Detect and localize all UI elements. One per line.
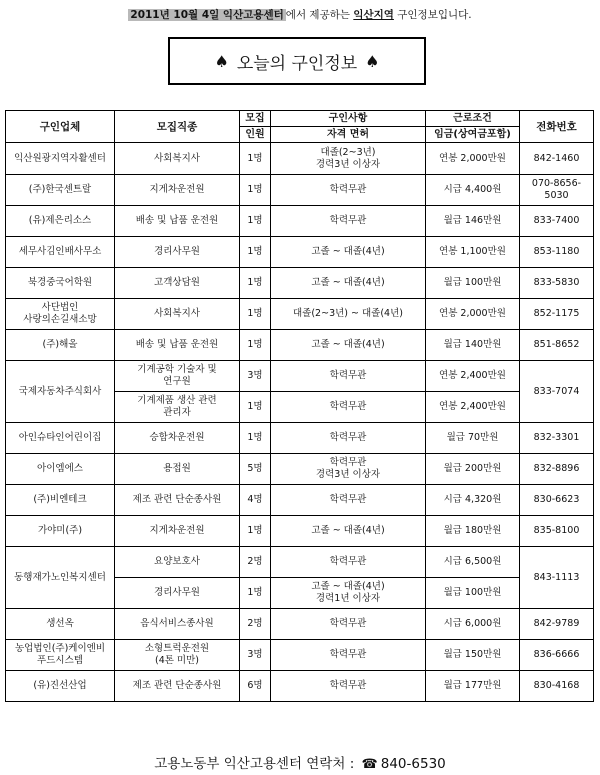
cell-company: 세무사김인배사무소: [6, 237, 115, 268]
spade-icon-left: ♠: [214, 51, 229, 71]
cell-count: 1명: [240, 175, 271, 206]
cell-count: 1명: [240, 206, 271, 237]
header-req-bottom: 자격 면허: [271, 127, 426, 143]
cell-job: 사회복지사: [115, 143, 240, 175]
cell-wage: 연봉 2,000만원: [426, 299, 520, 330]
cell-phone: 851-8652: [520, 330, 594, 361]
cell-req: 학력무관: [271, 671, 426, 702]
footer-text: 고용노동부 익산고용센터 연락처 :: [154, 756, 359, 772]
cell-company: 아이엠에스: [6, 454, 115, 485]
cell-req: 학력무관: [271, 361, 426, 392]
cell-company: (주)한국센트랄: [6, 175, 115, 206]
cell-req: 고졸 ~ 대졸(4년): [271, 268, 426, 299]
cell-req: 학력무관: [271, 206, 426, 237]
cell-phone: 833-5830: [520, 268, 594, 299]
table-row: [6, 609, 594, 640]
cell-req: 학력무관: [271, 485, 426, 516]
cell-wage: 월급 177만원: [426, 671, 520, 702]
footer-phone: 840-6530: [380, 756, 446, 772]
cell-phone: 832-8896: [520, 454, 594, 485]
cell-job: 제조 관련 단순종사원: [115, 671, 240, 702]
cell-count: 1명: [240, 392, 271, 423]
table-row: [6, 330, 594, 361]
table-row: [6, 547, 594, 578]
header-company: 구인업체: [6, 111, 115, 143]
cell-req: 학력무관 경력3년 이상자: [271, 454, 426, 485]
cell-req: 고졸 ~ 대졸(4년): [271, 516, 426, 547]
cell-req: 학력무관: [271, 175, 426, 206]
spade-icon-right: ♠: [365, 51, 380, 71]
cell-count: 1명: [240, 237, 271, 268]
cell-job: 기계공학 기술자 및 연구원: [115, 361, 240, 392]
cell-req: 학력무관: [271, 640, 426, 671]
cell-company: (주)해올: [6, 330, 115, 361]
cell-count: 4명: [240, 485, 271, 516]
header-cond-bottom: 임금(상여금포함): [426, 127, 520, 143]
cell-phone: 833-7074: [520, 361, 594, 423]
table-row: [6, 516, 594, 547]
table-row: [6, 640, 594, 671]
cell-company: 사단법인 사랑의손길새소망: [6, 299, 115, 330]
header-count-bottom: 인원: [240, 127, 271, 143]
table-header-row: [6, 111, 594, 127]
cell-job: 승합차운전원: [115, 423, 240, 454]
table-row: [6, 237, 594, 268]
cell-job: 소형트럭운전원 (4톤 미만): [115, 640, 240, 671]
header-region: 익산지역: [353, 9, 394, 21]
cell-job: 경리사무원: [115, 237, 240, 268]
cell-wage: 연봉 2,000만원: [426, 143, 520, 175]
footer-contact: [0, 752, 600, 772]
table-row: [6, 206, 594, 237]
cell-phone: 830-6623: [520, 485, 594, 516]
cell-count: 1명: [240, 143, 271, 175]
telephone-icon: ☎: [361, 757, 378, 772]
cell-job: 경리사무원: [115, 578, 240, 609]
cell-wage: 월급 146만원: [426, 206, 520, 237]
cell-wage: 시급 6,500원: [426, 547, 520, 578]
header-date-center: 2011년 10월 4일 익산고용센터: [130, 9, 284, 21]
header-count-top: 모집: [240, 111, 271, 127]
cell-wage: 월급 70만원: [426, 423, 520, 454]
cell-req: 학력무관: [271, 392, 426, 423]
cell-count: 1명: [240, 578, 271, 609]
cell-job: 고객상담원: [115, 268, 240, 299]
cell-wage: 연봉 2,400만원: [426, 361, 520, 392]
cell-count: 6명: [240, 671, 271, 702]
page-title: 오늘의 구인정보: [236, 53, 358, 74]
cell-company: 동행재가노인복지센터: [6, 547, 115, 609]
job-table: [5, 110, 594, 702]
header-job: 모집직종: [115, 111, 240, 143]
cell-company: 가야미(주): [6, 516, 115, 547]
cell-wage: 연봉 1,100만원: [426, 237, 520, 268]
cell-company: 익산원광지역자활센터: [6, 143, 115, 175]
cell-company: (주)비엔테크: [6, 485, 115, 516]
table-row: [6, 299, 594, 330]
cell-wage: 월급 180만원: [426, 516, 520, 547]
table-row: [6, 143, 594, 175]
cell-company: (유)제은리소스: [6, 206, 115, 237]
cell-phone: 830-4168: [520, 671, 594, 702]
header-cond-top: 근로조건: [426, 111, 520, 127]
cell-phone: 842-1460: [520, 143, 594, 175]
cell-wage: 시급 4,320원: [426, 485, 520, 516]
cell-count: 5명: [240, 454, 271, 485]
table-row: [6, 423, 594, 454]
header-tail: 구인정보입니다.: [393, 9, 472, 21]
cell-job: 제조 관련 단순종사원: [115, 485, 240, 516]
cell-company: 국제자동차주식회사: [6, 361, 115, 423]
cell-job: 배송 및 납품 운전원: [115, 330, 240, 361]
cell-req: 학력무관: [271, 547, 426, 578]
cell-wage: 월급 140만원: [426, 330, 520, 361]
cell-count: 2명: [240, 609, 271, 640]
table-row: [6, 361, 594, 392]
cell-phone: 833-7400: [520, 206, 594, 237]
cell-phone: 852-1175: [520, 299, 594, 330]
cell-wage: 연봉 2,400만원: [426, 392, 520, 423]
header-line: [0, 7, 600, 22]
cell-job: 음식서비스종사원: [115, 609, 240, 640]
cell-company: 생선옥: [6, 609, 115, 640]
cell-wage: 월급 150만원: [426, 640, 520, 671]
cell-req: 대졸(2~3년) ~ 대졸(4년): [271, 299, 426, 330]
cell-req: 학력무관: [271, 609, 426, 640]
table-row: [6, 175, 594, 206]
cell-count: 1명: [240, 299, 271, 330]
cell-req: 대졸(2~3년) 경력3년 이상자: [271, 143, 426, 175]
cell-job: 배송 및 납품 운전원: [115, 206, 240, 237]
header-req-top: 구인사항: [271, 111, 426, 127]
cell-phone: 835-8100: [520, 516, 594, 547]
table-row: [6, 454, 594, 485]
header-mid: 에서 제공하는: [285, 9, 354, 21]
cell-company: 북경중국어학원: [6, 268, 115, 299]
cell-company: 농업법인(주)케이엔비 푸드시스템: [6, 640, 115, 671]
cell-company: 아인슈타인어린이집: [6, 423, 115, 454]
cell-phone: 836-6666: [520, 640, 594, 671]
cell-count: 1명: [240, 330, 271, 361]
table-row: [6, 268, 594, 299]
cell-count: 2명: [240, 547, 271, 578]
cell-wage: 월급 100만원: [426, 578, 520, 609]
cell-phone: 070-8656-5030: [520, 175, 594, 206]
cell-phone: 842-9789: [520, 609, 594, 640]
cell-wage: 시급 6,000원: [426, 609, 520, 640]
cell-wage: 월급 100만원: [426, 268, 520, 299]
cell-req: 고졸 ~ 대졸(4년): [271, 237, 426, 268]
table-row: [6, 671, 594, 702]
cell-job: 용접원: [115, 454, 240, 485]
cell-req: 학력무관: [271, 423, 426, 454]
cell-count: 1명: [240, 423, 271, 454]
cell-phone: 832-3301: [520, 423, 594, 454]
title-box: [168, 37, 426, 85]
cell-phone: 853-1180: [520, 237, 594, 268]
cell-count: 1명: [240, 516, 271, 547]
cell-req: 고졸 ~ 대졸(4년) 경력1년 이상자: [271, 578, 426, 609]
cell-job: 지게차운전원: [115, 175, 240, 206]
cell-count: 3명: [240, 361, 271, 392]
cell-wage: 월급 200만원: [426, 454, 520, 485]
cell-company: (유)진선산업: [6, 671, 115, 702]
cell-job: 사회복지사: [115, 299, 240, 330]
header-phone: 전화번호: [520, 111, 594, 143]
cell-count: 1명: [240, 268, 271, 299]
cell-job: 지게차운전원: [115, 516, 240, 547]
cell-phone: 843-1113: [520, 547, 594, 609]
cell-wage: 시급 4,400원: [426, 175, 520, 206]
table-row: [6, 485, 594, 516]
cell-req: 고졸 ~ 대졸(4년): [271, 330, 426, 361]
cell-job: 요양보호사: [115, 547, 240, 578]
cell-job: 기계제품 생산 관련 관리자: [115, 392, 240, 423]
cell-count: 3명: [240, 640, 271, 671]
